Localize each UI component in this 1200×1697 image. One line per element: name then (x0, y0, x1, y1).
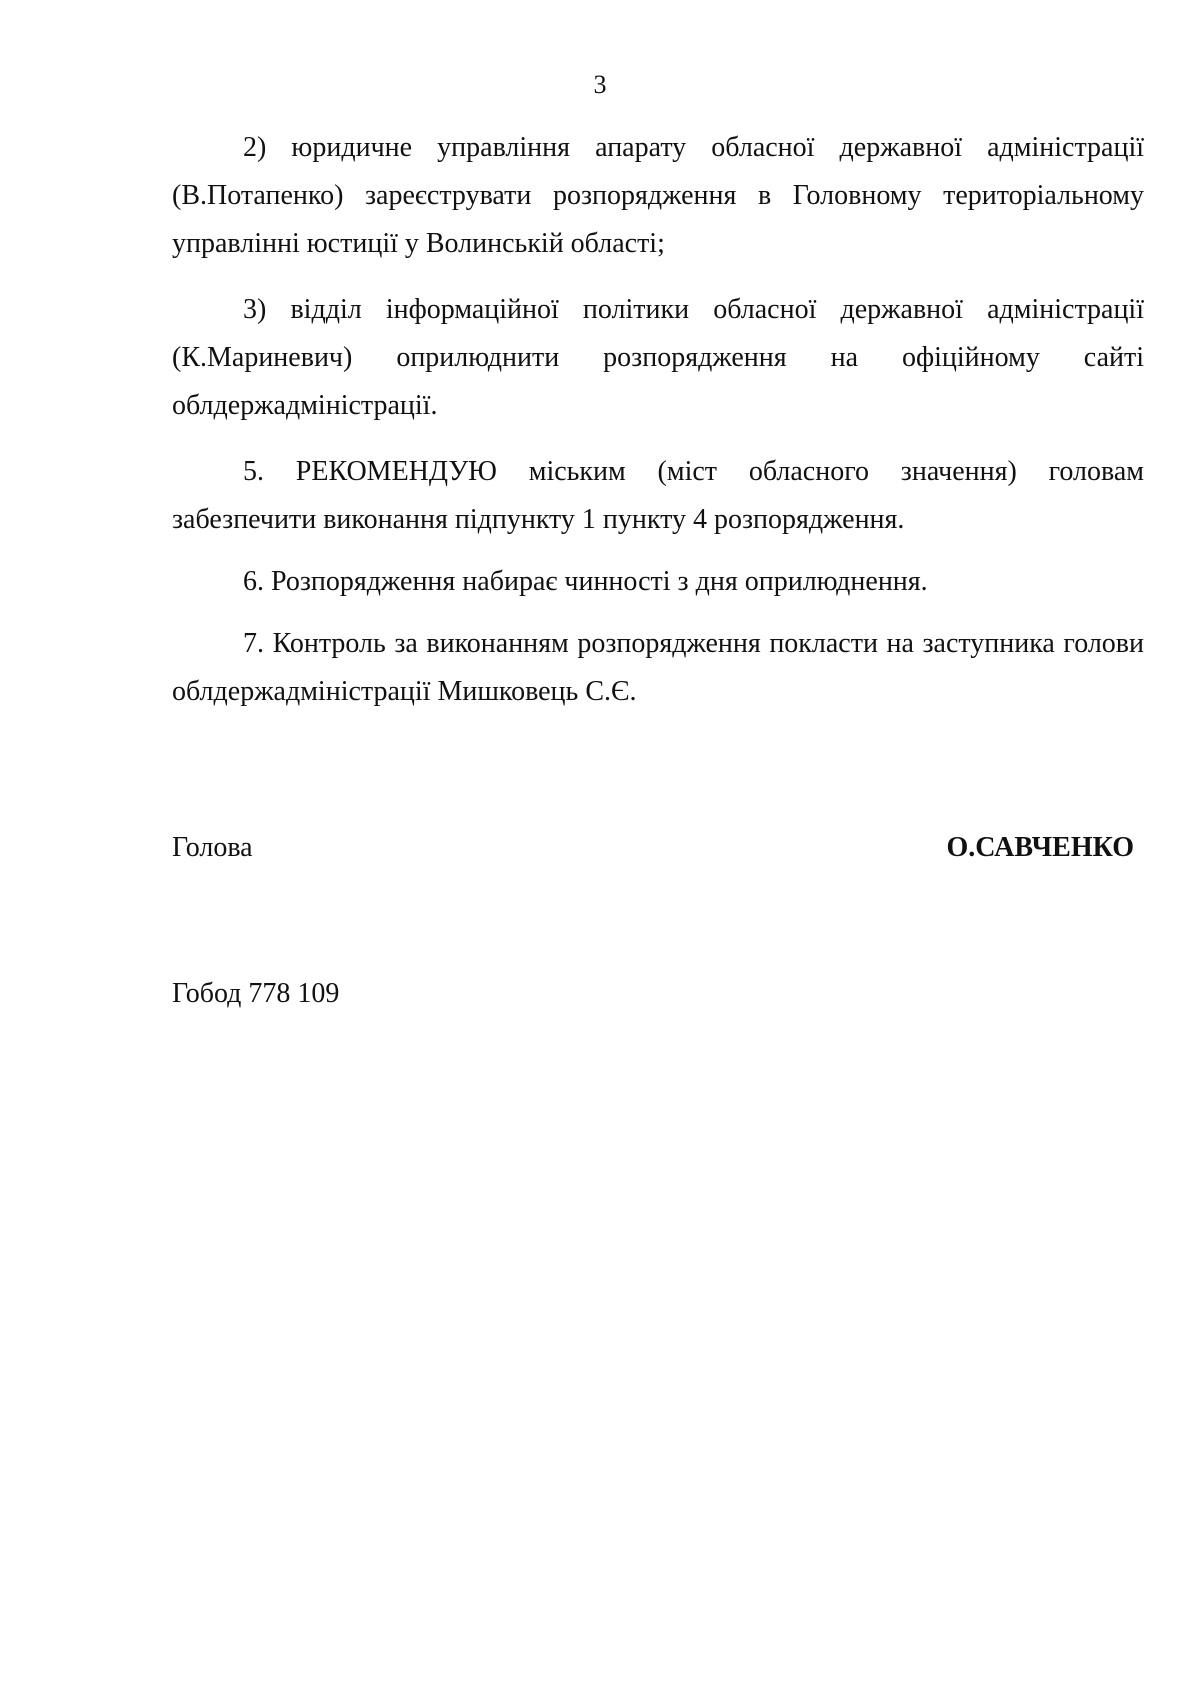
signatory-title: Голова (172, 832, 253, 863)
signatory-name: О.САВЧЕНКО (946, 832, 1134, 863)
paragraph-recommendation: 5. РЕКОМЕНДУЮ міським (міст обласного значення) головам забезпечити виконання підпункту 1 пункту 4 розпорядження. (172, 456, 1144, 535)
paragraph-control: 7. Контроль за виконанням розпорядження покласти на заступника голови облдержадміністрації Мишковець С.Є. (172, 628, 1144, 707)
document-body (172, 124, 1144, 716)
page-number: 3 (593, 70, 607, 99)
paragraph-effective-date: 6. Розпорядження набирає чинності з дня оприлюднення. (243, 566, 928, 597)
executor-note: Гобод 778 109 (172, 978, 340, 1009)
paragraph-item-2: 2) юридичне управління апарату обласної державної адміністрації (В.Потапенко) зареєструвати розпорядження в Головному територіальному управлінні юстиції у Волинській області; (172, 132, 1144, 259)
signature-block (172, 828, 1134, 868)
paragraph-item-3: 3) відділ інформаційної політики обласної державної адміністрації (К.Мариневич) оприлюднити розпорядження на офіційному сайті облдержадміністрації. (172, 294, 1144, 421)
